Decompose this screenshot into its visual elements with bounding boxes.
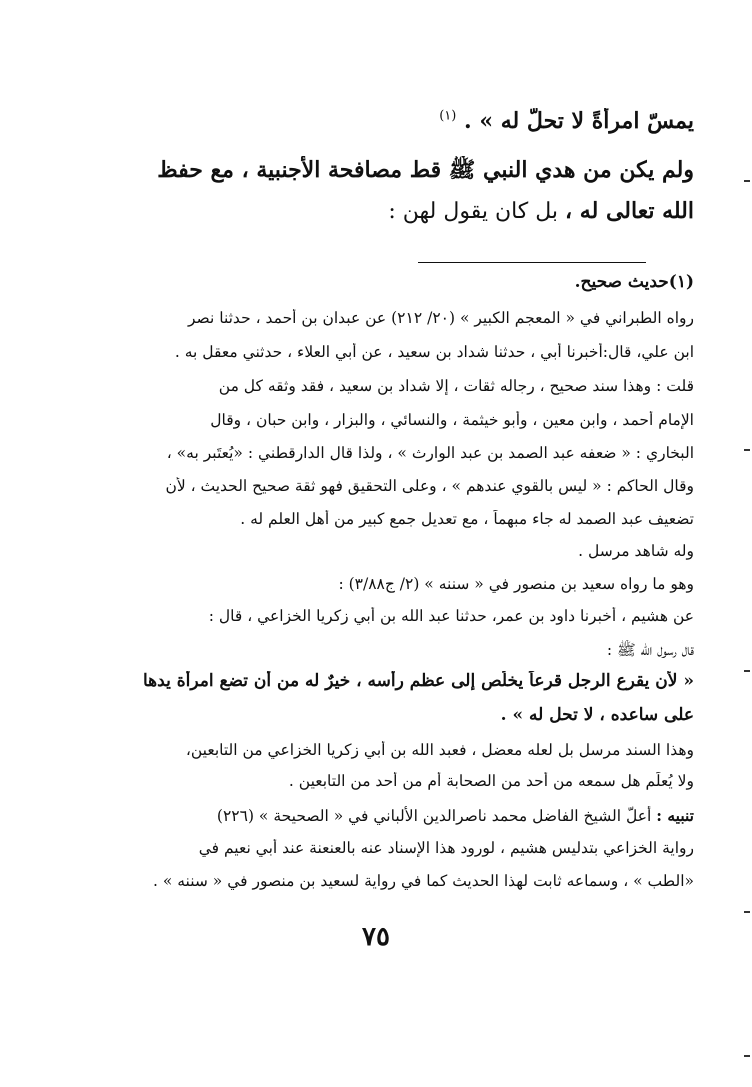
footnote-line: وله شاهد مرسل . [578, 542, 694, 560]
footnote-line: عن هشيم ، أخبرنا داود بن عمر، حدثنا عبد الله بن أبي زكريا الخزاعي ، قال : [208, 607, 694, 625]
main-line-3-bold: الله تعالى له ، [565, 198, 694, 224]
footnote-line: رواه الطبراني في « المعجم الكبير » (٢٠/ ٢١٢) عن عبدان بن أحمد ، حدثنا نصر [187, 309, 694, 327]
footnote-line: وقال الحاكم : « ليس بالقوي عندهم » ، وعلى التحقيق فهو ثقة صحيح الحديث ، لأن [165, 477, 694, 495]
footnote-heading: (١)حديث صحيح. [574, 272, 694, 292]
page-number: ٧٥ [362, 922, 390, 952]
footnote-line: وهو ما رواه سعيد بن منصور في « سننه » (٢/ ج٣/٨٨) : [338, 575, 694, 593]
margin-mark [744, 911, 750, 913]
main-line-2: ولم يكن من هدي النبي ﷺ قط مصافحة الأجنبية ، مع حفظ [157, 157, 694, 183]
footnote-line: قلت : وهذا سند صحيح ، رجاله ثقات ، إلا شداد بن سعيد ، فقد وثقه كل من [218, 377, 694, 395]
footnote-line: ولا يُعلَم هل سمعه من أحد من الصحابة أم من أحد من التابعين . [288, 772, 694, 790]
margin-mark [744, 1055, 750, 1057]
footnote-line: ابن علي، قال:أخبرنا أبي ، حدثنا شداد بن سعيد ، عن أبي العلاء ، حدثني معقل به . [174, 343, 694, 361]
hadith-line-1: « لأن يقرع الرجل قرعاً يخلُص إلى عظم رأسه ، خيرٌ له من أن تضع امرأة يدها [143, 671, 694, 691]
note-label: تنبيه : [656, 806, 694, 825]
footnote-line: وهذا السند مرسل بل لعله معضل ، فعبد الله بن أبي زكريا الخزاعي من التابعين، [185, 741, 694, 759]
footnote-line: تضعيف عبد الصمد له جاء مبهماً ، مع تعديل جمع كبير من أهل العلم له . [240, 510, 694, 528]
note-line-1-text: أعلّ الشيخ الفاضل محمد ناصرالدين الألباني في « الصحيحة » (٢٢٦) [216, 807, 657, 825]
note-line-1 [58, 806, 694, 825]
note-line: «الطب » ، وسماعه ثابت لهذا الحديث كما في رواية لسعيد بن منصور في « سننه » . [152, 872, 694, 890]
margin-mark [744, 449, 750, 451]
footnote-line: البخاري : « ضعفه عبد الصمد بن عبد الوارث » ، ولذا قال الدارقطني : «يُعتَبر به» ، [166, 444, 694, 462]
main-line-1 [58, 108, 694, 134]
footnote-separator [418, 262, 646, 263]
note-line: رواية الخزاعي بتدليس هشيم ، لورود هذا الإسناد عنه بالعنعنة عند أبي نعيم في [198, 839, 694, 857]
footnote-line: قال رسول الله ﷺ : [606, 641, 694, 659]
footnote-line: الإمام أحمد ، وابن معين ، وأبو خيثمة ، والنسائي ، والبزار ، وابن حبان ، وقال [210, 411, 694, 429]
main-line-3 [58, 198, 694, 224]
main-line-3-rest: بل كان يقول لهن : [388, 199, 566, 224]
main-line-1-text: يمسّ امرأةً لا تحلّ له » . [464, 108, 694, 134]
margin-mark [744, 670, 750, 672]
hadith-line-2: على ساعده ، لا تحل له » . [500, 705, 694, 725]
footnote-reference: (١) [439, 108, 457, 124]
margin-mark [744, 180, 750, 182]
